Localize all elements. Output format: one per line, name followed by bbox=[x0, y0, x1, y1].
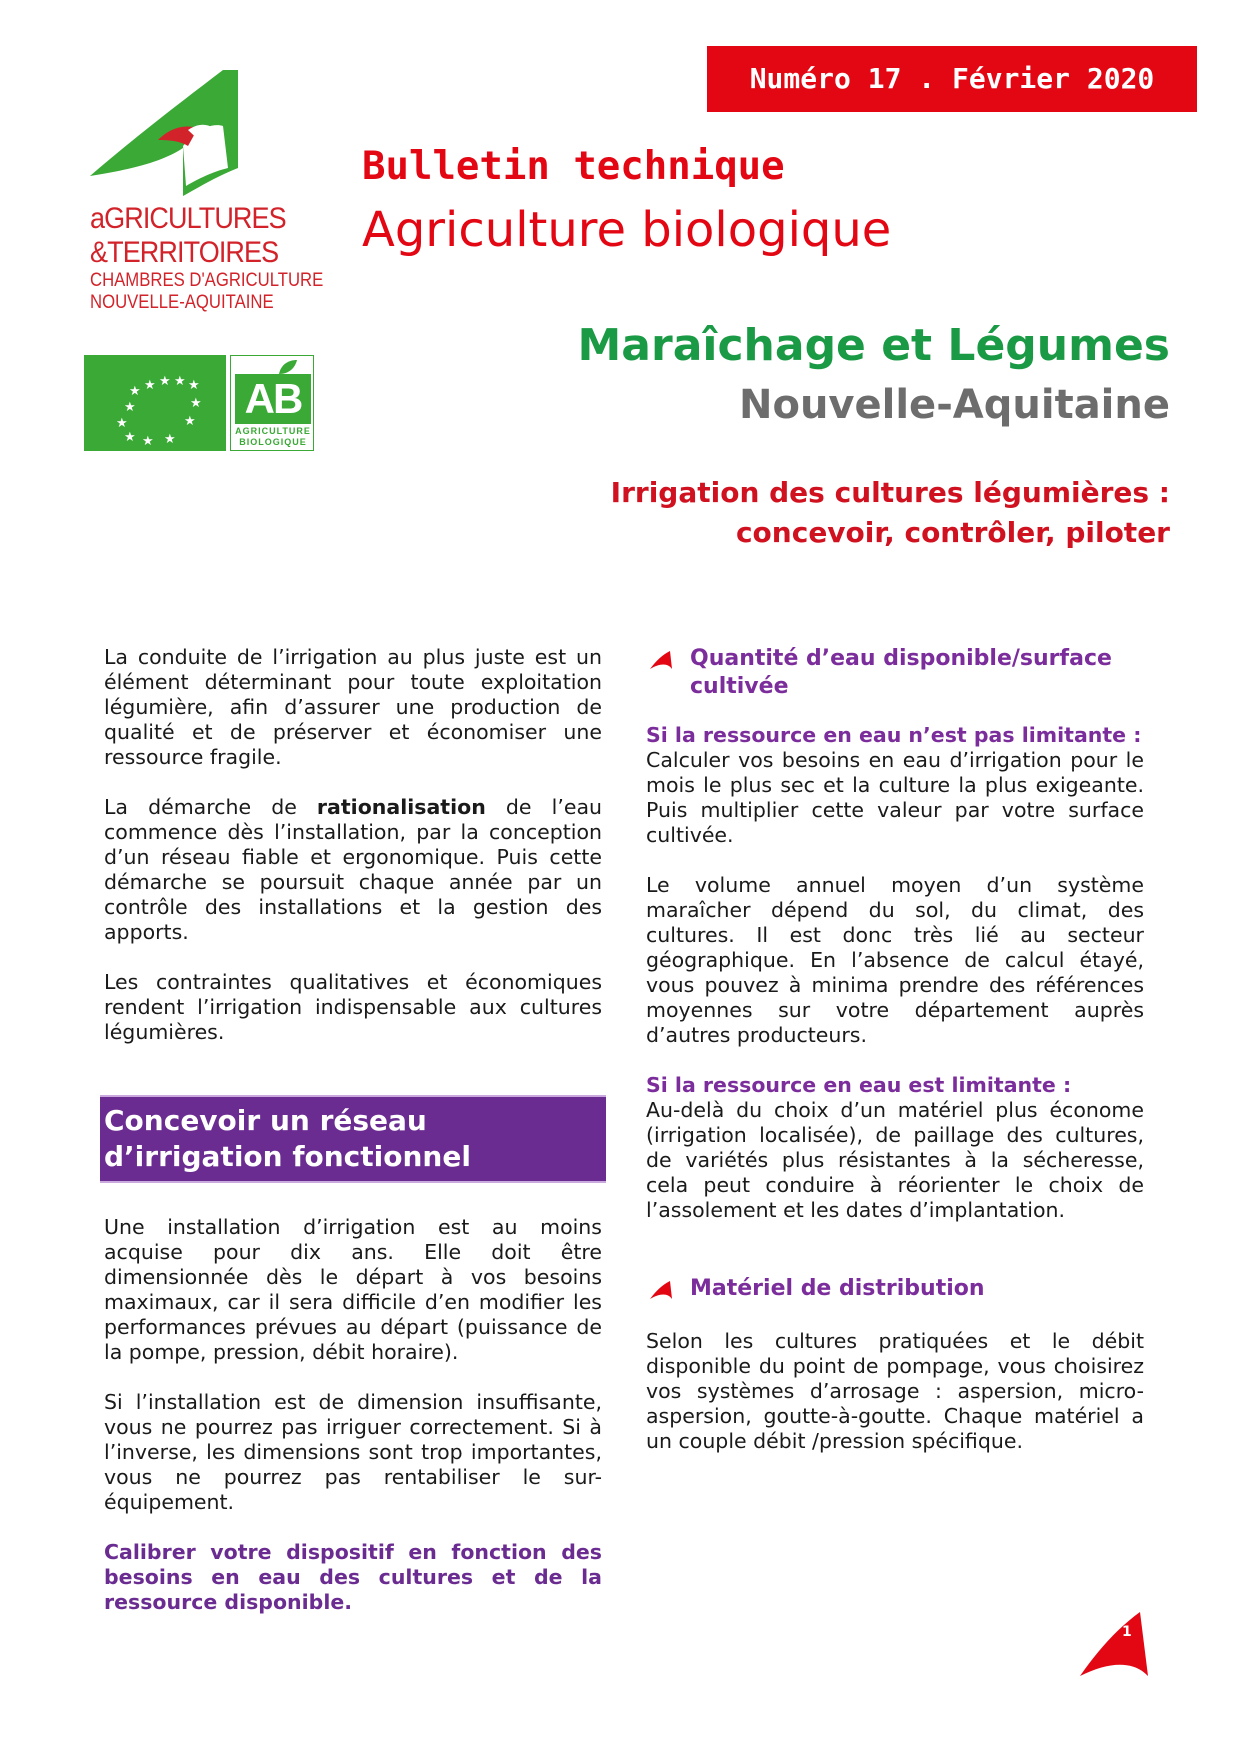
svg-text:★: ★ bbox=[184, 414, 196, 429]
design-paragraph-2: Si l’installation est de dimension insuffisante, vous ne pourrez pas irriguer correctement. Si à l’inverse, les dimensions sont trop importantes, vous ne pourrez pas rentabiliser le sur-équipement. bbox=[104, 1390, 602, 1514]
bulletin-title: Bulletin technique bbox=[362, 144, 785, 189]
svg-text:★: ★ bbox=[188, 378, 200, 393]
category-title: Agriculture biologique bbox=[362, 202, 892, 258]
svg-text:★: ★ bbox=[159, 374, 171, 389]
intro-2-bold: rationalisation bbox=[316, 795, 486, 819]
heading-quantity-text: Quantité d’eau disponible/surface cultivée bbox=[690, 646, 1112, 699]
svg-text:★: ★ bbox=[129, 384, 141, 399]
page-number: 1 bbox=[1122, 1624, 1132, 1640]
distribution-paragraph: Selon les cultures pratiquées et le débit disponible du point de pompage, vous choisirez vos systèmes d’arrosage : aspersion, micro-aspersion, goutte-à-goutte. Chaque matériel a un couple débit /pression spécifique. bbox=[646, 1329, 1144, 1453]
svg-text:★: ★ bbox=[124, 430, 136, 445]
ab-agriculture-biologique-logo bbox=[230, 355, 314, 451]
heading-distribution-text: Matériel de distribution bbox=[690, 1276, 985, 1301]
callout-text: Calibrer votre dispositif en fonction des besoins en eau des cultures et de la ressource disponible. bbox=[104, 1540, 602, 1614]
intro-paragraph-2 bbox=[104, 795, 602, 945]
heading-quantity bbox=[646, 645, 1144, 701]
logo-line-4: NOUVELLE-AQUITAINE bbox=[90, 292, 274, 313]
intro-2-text-a: La démarche de bbox=[104, 795, 317, 819]
section-band-heading bbox=[100, 1095, 606, 1183]
svg-text:★: ★ bbox=[116, 416, 128, 431]
chambres-agriculture-logo-text bbox=[90, 202, 324, 314]
ab-subtitle bbox=[233, 426, 313, 448]
svg-text:★: ★ bbox=[144, 378, 156, 393]
ab-leaf-icon bbox=[275, 356, 305, 376]
svg-text:★: ★ bbox=[124, 400, 136, 415]
ab-letters: AB bbox=[235, 374, 311, 424]
topic-line-1: Irrigation des cultures légumières : bbox=[610, 476, 1170, 509]
left-column bbox=[104, 645, 602, 1640]
annual-volume-paragraph: Le volume annuel moyen d’un système maraîcher dépend du sol, du climat, des cultures. Il est donc très lié au secteur géographique. En l’absence de calcul étayé, vous pouvez à minima prendre des références moyennes sur votre département auprès d’autres producteurs. bbox=[646, 873, 1144, 1047]
region-title: Nouvelle-Aquitaine bbox=[739, 382, 1170, 428]
svg-text:★: ★ bbox=[142, 434, 154, 449]
svg-text:★: ★ bbox=[174, 374, 186, 389]
chambres-agriculture-logo-mark bbox=[88, 68, 238, 198]
page-number-badge bbox=[1078, 1610, 1153, 1680]
svg-text:★: ★ bbox=[190, 396, 202, 411]
band-line-2: d’irrigation fonctionnel bbox=[104, 1140, 471, 1173]
eu-organic-logo bbox=[84, 355, 226, 451]
intro-paragraph-1: La conduite de l’irrigation au plus juste est un élément déterminant pour toute exploitation légumière, afin d’assurer une production de qualité et de préserver et économiser une ressource fragile. bbox=[104, 645, 602, 769]
logo-line-1: aGRICULTURES bbox=[90, 202, 286, 235]
logo-line-3: CHAMBRES D'AGRICULTURE bbox=[90, 270, 324, 291]
intro-paragraph-3: Les contraintes qualitatives et économiques rendent l’irrigation indispensable aux cultures légumières. bbox=[104, 970, 602, 1044]
issue-banner: Numéro 17 . Février 2020 bbox=[707, 46, 1197, 112]
right-column bbox=[646, 645, 1144, 1479]
topic-line-2: concevoir, contrôler, piloter bbox=[735, 516, 1170, 549]
red-arrow-bullet-icon bbox=[648, 649, 674, 671]
red-arrow-bullet-icon bbox=[648, 1279, 674, 1301]
limited-text: Au-delà du choix d’un matériel plus économe (irrigation localisée), de paillage des cultures, de variétés plus résistantes à la sécheresse, cela peut conduire à réorienter le choix de l’assolement et les dates d’implantation. bbox=[646, 1098, 1144, 1222]
subheading-limited: Si la ressource en eau est limitante : bbox=[646, 1073, 1072, 1097]
section-title: Maraîchage et Légumes bbox=[577, 320, 1170, 371]
eu-leaf-stars-icon bbox=[84, 355, 226, 451]
red-arrow-page-icon bbox=[1078, 1610, 1153, 1680]
intro-2-text-b: de l’eau commence dès l’installation, par la conception d’un réseau fiable et ergonomique. Puis cette démarche se poursuit chaque année par un contrôle des installations et la gestion des apports. bbox=[104, 795, 602, 944]
ab-subtitle-line-1: AGRICULTURE bbox=[235, 426, 311, 436]
svg-text:★: ★ bbox=[164, 432, 176, 447]
band-line-1: Concevoir un réseau bbox=[104, 1104, 427, 1137]
logo-line-2: &TERRITOIRES bbox=[90, 236, 279, 269]
ab-subtitle-line-2: BIOLOGIQUE bbox=[239, 437, 307, 447]
heading-distribution bbox=[646, 1275, 1144, 1303]
design-paragraph-1: Une installation d’irrigation est au moins acquise pour dix ans. Elle doit être dimensionnée dès le départ à vos besoins maximaux, car il sera difficile d’en modifier les performances prévues au départ (puissance de la pompe, pression, débit horaire). bbox=[104, 1215, 602, 1364]
not-limited-text: Calculer vos besoins en eau d’irrigation pour le mois le plus sec et la culture la plus exigeante. Puis multiplier cette valeur par votre surface cultivée. bbox=[646, 748, 1144, 847]
subheading-not-limited: Si la ressource en eau n’est pas limitante : bbox=[646, 723, 1142, 747]
